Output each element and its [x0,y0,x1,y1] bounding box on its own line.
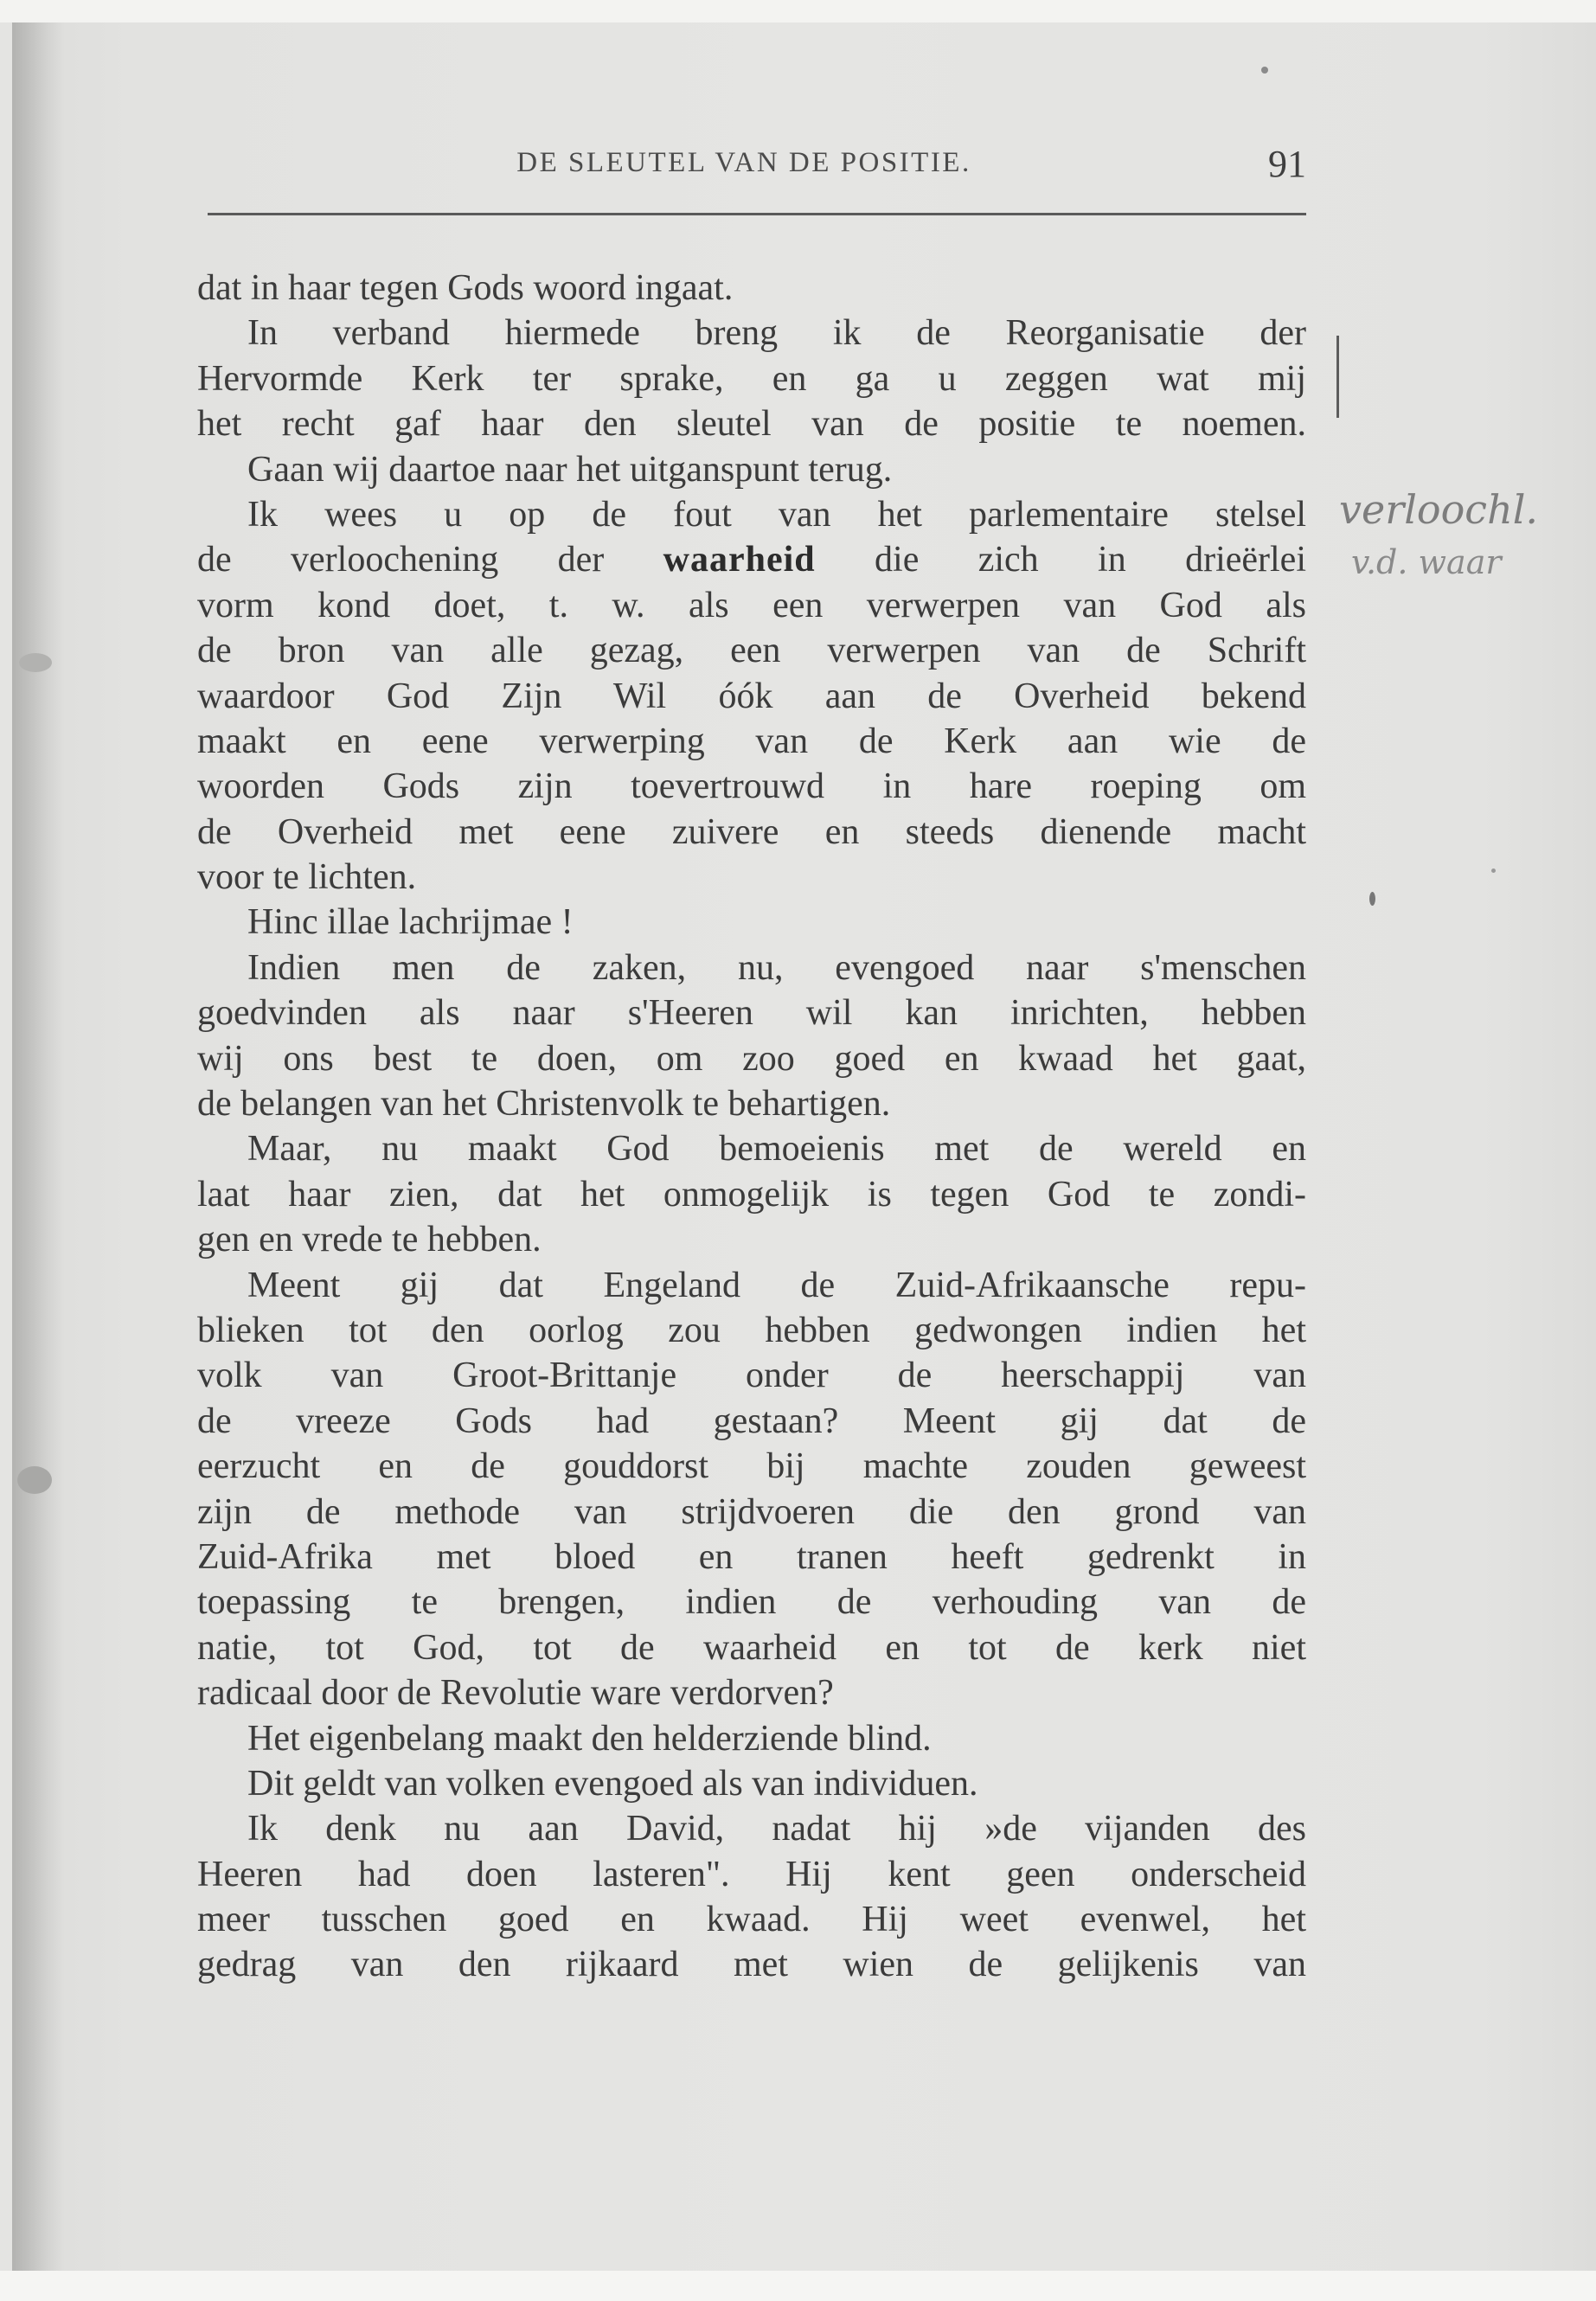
text-line: Zuid-Afrika met bloed en tranen heeft gedrenkt in [197,1536,1306,1577]
text-line: Ik denk nu aan David, nadat hij »de vijanden des [247,1809,1306,1849]
text-line: Ik wees u op de fout van het parlementaire stelsel [247,494,1306,535]
margin-pencil-mark [1336,336,1339,418]
emphasized-word: waarheid [663,540,816,580]
text-line: vorm kond doet, t. w. als een verwerpen van God als [197,585,1306,625]
running-head [199,143,1306,199]
text-line: de belangen van het Christenvolk te behartigen. [197,1084,891,1125]
text-segment: die zich in drieërlei [815,540,1306,580]
text-line: de bron van alle gezag, een verwerpen van de Schrift [197,631,1306,671]
spine-shadow [12,22,64,2271]
text-line: volk van Groot-Brittanje onder de heerschappij van [197,1356,1306,1396]
marginal-note-line-1: verloochl. [1339,486,1539,533]
ink-speck [1491,868,1496,873]
text-line [197,537,1306,582]
text-line: toepassing te brengen, indien de verhouding van de [197,1582,1306,1623]
scan-border-bottom [0,2271,1596,2301]
text-line: de Overheid met eene zuivere en steeds dienende macht [197,811,1306,852]
marginal-note-line-2: v.d. waar [1351,543,1502,581]
text-line: natie, tot God, tot de waarheid en tot de kerk niet [197,1627,1306,1668]
text-line: eerzucht en de gouddorst bij machte zouden geweest [197,1446,1306,1487]
running-title: DE SLEUTEL VAN DE POSITIE. [516,147,971,178]
text-line: Meent gij dat Engeland de Zuid-Afrikaansche repu- [247,1265,1306,1305]
handwriting-drawing [1332,480,1583,584]
text-line: Gaan wij daartoe naar het uitganspunt terug. [247,449,893,490]
text-line: Maar, nu maakt God bemoeienis met de wereld en [247,1129,1306,1170]
text-line: wij ons best te doen, om zoo goed en kwaad het gaat, [197,1038,1306,1079]
page-tab-mark [17,1466,52,1494]
ink-speck [1261,67,1268,74]
text-line: dat in haar tegen Gods woord ingaat. [197,268,734,308]
text-line: de vreeze Gods had gestaan? Meent gij dat de [197,1400,1306,1441]
page-number: 91 [1268,143,1306,185]
body-text [197,266,1306,1988]
text-line: woorden Gods zijn toevertrouwd in hare roeping om [197,766,1306,807]
text-line: Heeren had doen lasteren". Hij kent geen onderscheid [197,1854,1306,1894]
text-line: Indien men de zaken, nu, evengoed naar s'menschen [247,947,1306,988]
text-line: gedrag van den rijkaard met wien de gelijkenis van [197,1945,1306,1985]
text-line: het recht gaf haar den sleutel van de positie te noemen. [197,404,1306,445]
text-line: Hervormde Kerk ter sprake, en ga u zeggen wat mij [197,358,1306,399]
ink-speck [1369,892,1375,906]
text-line: goedvinden als naar s'Heeren wil kan inrichten, hebben [197,993,1306,1034]
text-line: laat haar zien, dat het onmogelijk is tegen God te zondi- [197,1174,1306,1215]
scan-border-top [0,0,1596,22]
text-segment: de verloochening der [197,540,663,580]
text-line: gen en vrede te hebben. [197,1220,542,1260]
text-line: meer tusschen goed en kwaad. Hij weet evenwel, het [197,1900,1306,1940]
text-line: Dit geldt van volken evengoed als van individuen. [247,1763,978,1804]
text-line: In verband hiermede breng ik de Reorganisatie der [247,313,1306,354]
page-tab-mark [19,653,52,672]
text-line: waardoor God Zijn Wil óók aan de Overheid bekend [197,676,1306,716]
text-line: Het eigenbelang maakt den helderziende blind. [247,1718,932,1759]
text-line: zijn de methode van strijdvoeren die den grond van [197,1491,1306,1532]
header-rule [208,213,1306,215]
text-line: voor te lichten. [197,857,417,898]
text-line: radicaal door de Revolutie ware verdorven? [197,1673,834,1714]
text-line: maakt en eene verwerping van de Kerk aan wie de [197,721,1306,761]
handwritten-marginalia [1332,480,1583,584]
text-line: Hinc illae lachrijmae ! [247,902,574,943]
text-line: blieken tot den oorlog zou hebben gedwongen indien het [197,1310,1306,1350]
